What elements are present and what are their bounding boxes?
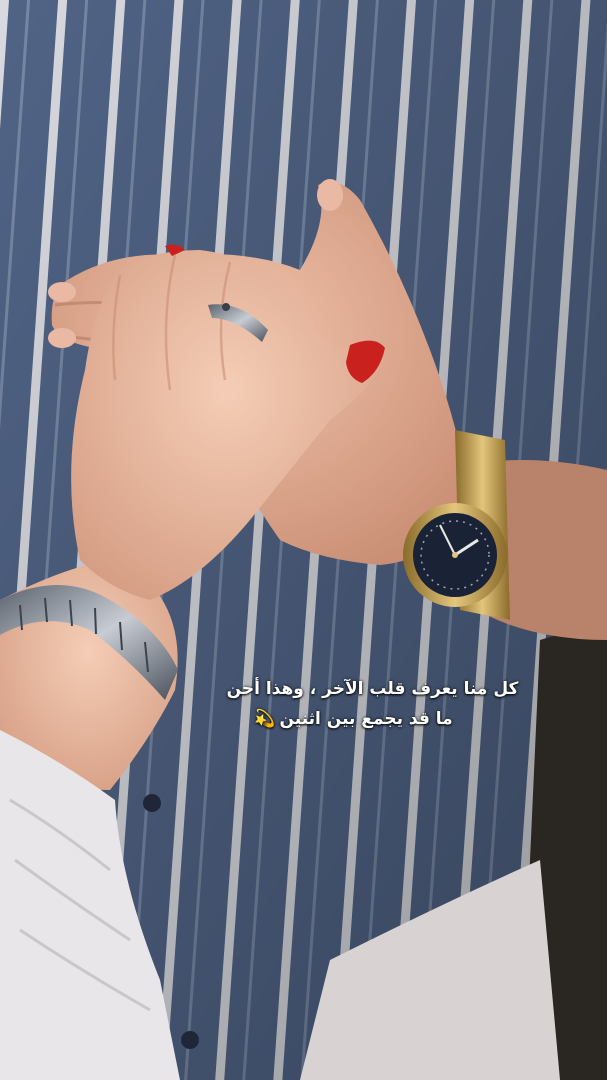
caption-line-2	[0, 704, 607, 734]
shirt-button	[143, 794, 161, 812]
caption-line-1: كل منا يعرف قلب الآخر ، وهذا أحن	[226, 679, 519, 699]
caption-text	[0, 674, 607, 734]
caption-line-2-text: ما قد يجمع بين اثنين	[279, 709, 453, 729]
shirt-button	[181, 1031, 199, 1049]
dizzy-star-icon: 💫	[254, 709, 276, 729]
